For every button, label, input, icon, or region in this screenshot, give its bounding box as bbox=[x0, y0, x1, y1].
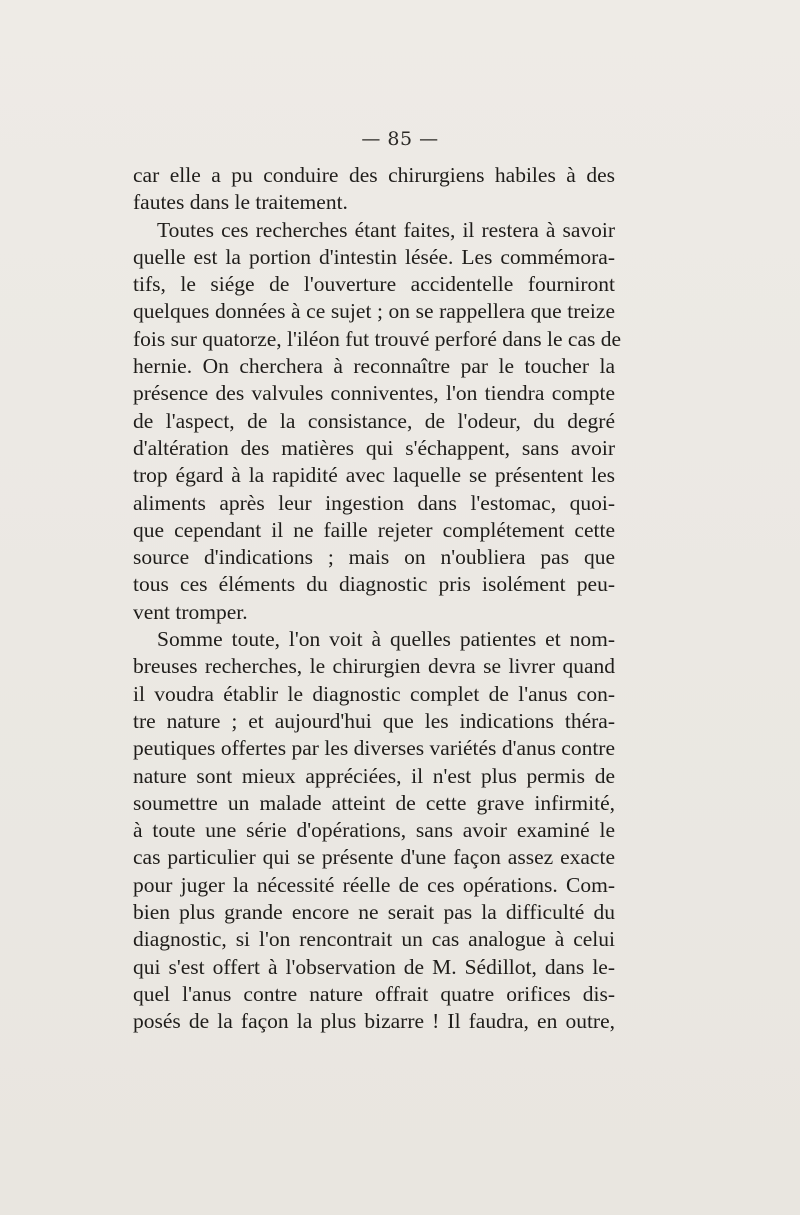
text-line: soumettre un malade atteint de cette grave infirmité, bbox=[133, 790, 615, 815]
text-line: pour juger la nécessité réelle de ces opérations. Com- bbox=[133, 872, 615, 897]
text-line: d'altération des matières qui s'échappent, sans avoir bbox=[133, 435, 615, 460]
text-line: bien plus grande encore ne serait pas la difficulté du bbox=[133, 900, 615, 925]
text-line: vent tromper. bbox=[133, 599, 248, 624]
text-line: source d'indications ; mais on n'oubliera pas que bbox=[133, 545, 615, 570]
text-line: posés de la façon la plus bizarre ! Il faudra, en outre, bbox=[133, 1009, 615, 1034]
text-line: diagnostic, si l'on rencontrait un cas analogue à celui bbox=[133, 927, 615, 952]
text-line: nature sont mieux appréciées, il n'est plus permis de bbox=[133, 763, 615, 788]
text-line: Somme toute, l'on voit à quelles patientes et nom- bbox=[157, 627, 615, 652]
text-line: tifs, le siége de l'ouverture accidentelle fourniront bbox=[133, 272, 615, 297]
text-line: Toutes ces recherches étant faites, il restera à savoir bbox=[157, 217, 615, 242]
text-line: fois sur quatorze, l'iléon fut trouvé perforé dans le cas de bbox=[133, 326, 622, 351]
text-line: hernie. On cherchera à reconnaître par le toucher la bbox=[133, 354, 615, 379]
text-line: à toute une série d'opérations, sans avoir examiné le bbox=[133, 818, 615, 843]
text-line: cas particulier qui se présente d'une façon assez exacte bbox=[133, 845, 615, 870]
text-line: fautes dans le traitement. bbox=[133, 190, 348, 215]
text-line: car elle a pu conduire des chirurgiens habiles à des bbox=[133, 163, 615, 187]
body-text bbox=[133, 162, 622, 1036]
text-line: breuses recherches, le chirurgien devra se livrer quand bbox=[133, 654, 615, 679]
text-line: quelle est la portion d'intestin lésée. Les commémora- bbox=[133, 244, 615, 269]
text-line: quel l'anus contre nature offrait quatre orifices dis- bbox=[133, 981, 615, 1006]
text-line: que cependant il ne faille rejeter complétement cette bbox=[133, 517, 615, 542]
text-line: aliments après leur ingestion dans l'estomac, quoi- bbox=[133, 490, 615, 515]
text-line: tre nature ; et aujourd'hui que les indications théra- bbox=[133, 708, 615, 733]
text-line: il voudra établir le diagnostic complet de l'anus con- bbox=[133, 681, 615, 706]
text-line: peutiques offertes par les diverses variétés d'anus contre bbox=[133, 736, 615, 761]
text-line: qui s'est offert à l'observation de M. Sédillot, dans le- bbox=[133, 954, 615, 979]
text-line: de l'aspect, de la consistance, de l'odeur, du degré bbox=[133, 408, 615, 433]
text-line: tous ces éléments du diagnostic pris isolément peu- bbox=[133, 572, 615, 597]
text-line: présence des valvules conniventes, l'on tiendra compte bbox=[133, 381, 615, 406]
page-number: — 85 — bbox=[361, 128, 439, 150]
text-line: quelques données à ce sujet ; on se rappellera que treize bbox=[133, 299, 615, 324]
text-line: trop égard à la rapidité avec laquelle se présentent les bbox=[133, 463, 615, 488]
